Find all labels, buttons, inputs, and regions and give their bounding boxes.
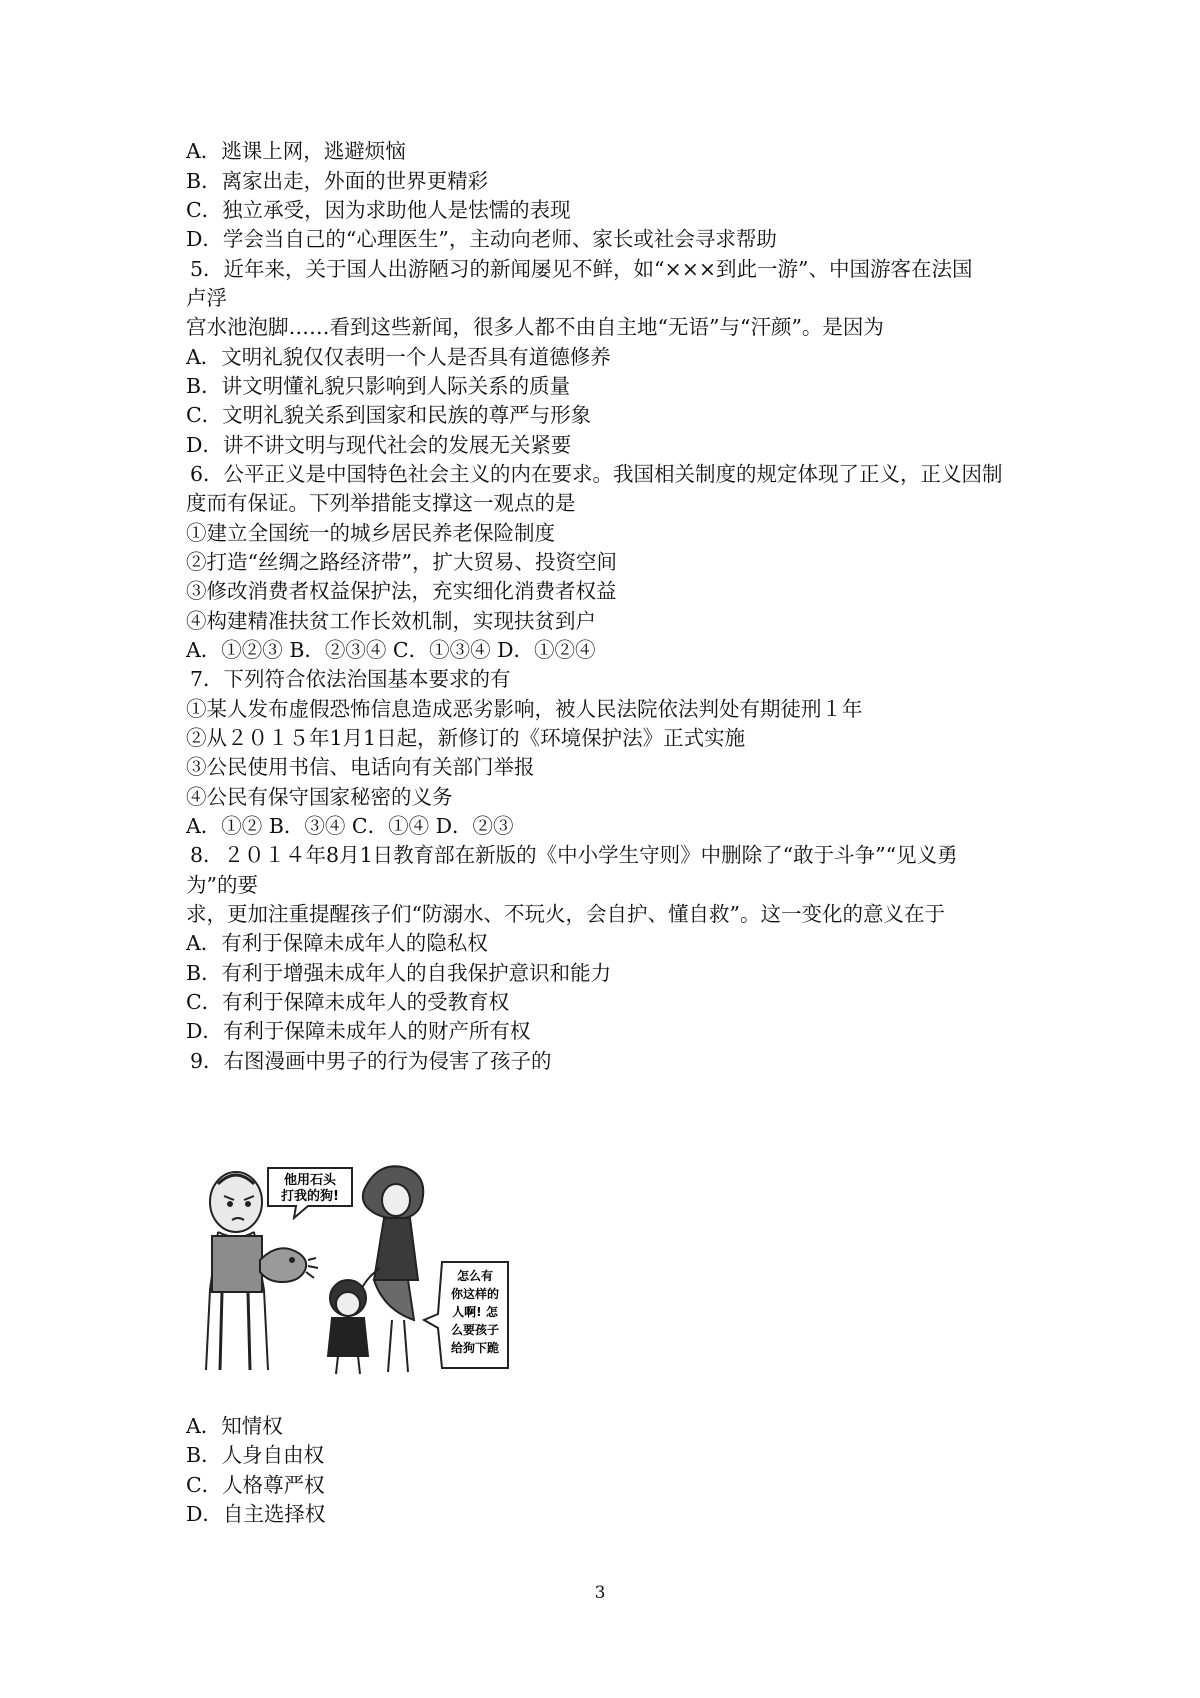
q8-option-d: D．有利于保障未成年人的财产所有权 [186, 1019, 531, 1043]
q7-item-4: ④公民有保守国家秘密的义务 [186, 785, 453, 809]
speech-bubble-right-line-2: 你这样的 [450, 1287, 500, 1301]
speech-bubble-left-line-2: 打我的狗! [281, 1189, 339, 1204]
q9-option-a: A．知情权 [186, 1414, 283, 1438]
child-figure [328, 1280, 368, 1374]
q5-stem-line-3: 宫水池泡脚……看到这些新闻，很多人都不由自主地“无语”与“汗颜”。是因为 [186, 315, 884, 339]
q6-stem-line-2: 度而有保证。下列举措能支撑这一观点的是 [186, 491, 576, 515]
q7-item-2: ②从２０１５年1月1日起，新修订的《环境保护法》正式实施 [186, 726, 746, 750]
q8-option-b: B．有利于增强未成年人的自我保护意识和能力 [186, 961, 612, 985]
q6-item-3: ③修改消费者权益保护法，充实细化消费者权益 [186, 579, 617, 603]
q7-item-3: ③公民使用书信、电话向有关部门举报 [186, 755, 535, 779]
q6-item-4: ④构建精准扶贫工作长效机制，实现扶贫到户 [186, 609, 596, 633]
q5-stem-line-2: 卢浮 [186, 286, 227, 310]
speech-bubble-left [268, 1168, 352, 1218]
q7-item-1: ①某人发布虚假恐怖信息造成恶劣影响，被人民法院依法判处有期徒刑１年 [186, 697, 863, 721]
q6-stem-line-1: 6．公平正义是中国特色社会主义的内在要求。我国相关制度的规定体现了正义，正义因制 [190, 462, 1003, 486]
q9-option-d: D．自主选择权 [186, 1502, 326, 1526]
q8-option-a: A．有利于保障未成年人的隐私权 [186, 931, 488, 955]
speech-bubble-right-line-4: 么要孩子 [450, 1323, 500, 1337]
speech-bubble-right-line-5: 给狗下跪 [450, 1341, 500, 1355]
q9-option-b: B．人身自由权 [186, 1443, 325, 1467]
q7-options: A．①② B．③④ C．①④ D．②③ [186, 814, 514, 838]
q5-stem-line-1: 5．近年来，关于国人出游陋习的新闻屡见不鲜，如“×××到此一游”、中国游客在法国 [190, 257, 973, 281]
q8-option-c: C．有利于保障未成年人的受教育权 [186, 990, 510, 1014]
q8-stem-line-3: 求，更加注重提醒孩子们“防溺水、不玩火，会自护、懂自救”。这一变化的意义在于 [186, 902, 945, 926]
speech-bubble-right-line-1: 怎么有 [456, 1269, 494, 1283]
speech-bubble-right-line-3: 人啊! 怎 [452, 1305, 498, 1319]
q6-options: A．①②③ B．②③④ C．①③④ D．①②④ [186, 638, 596, 662]
q7-stem: 7．下列符合依法治国基本要求的有 [190, 667, 511, 691]
speech-bubble-left-line-1: 他用石头 [283, 1173, 337, 1188]
q8-stem-line-1: 8．２０１４年8月1日教育部在新版的《中小学生守则》中删除了“敢于斗争”“见义勇 [190, 843, 958, 867]
man-figure [206, 1172, 268, 1370]
q9-option-c: C．人格尊严权 [186, 1473, 325, 1497]
q9-stem: 9．右图漫画中男子的行为侵害了孩子的 [190, 1049, 552, 1073]
q6-item-1: ①建立全国统一的城乡居民养老保险制度 [186, 521, 555, 545]
q4-option-c: C．独立承受，因为求助他人是怯懦的表现 [186, 198, 571, 222]
q6-item-2: ②打造“丝绸之路经济带”，扩大贸易、投资空间 [186, 550, 617, 574]
q8-stem-line-2: 为”的要 [186, 873, 258, 897]
cartoon-image [188, 1160, 510, 1378]
speech-bubble-right [424, 1262, 508, 1368]
q4-option-a: A．逃课上网，逃避烦恼 [186, 139, 406, 163]
woman-figure [360, 1166, 423, 1372]
q5-option-b: B．讲文明懂礼貌只影响到人际关系的质量 [186, 374, 571, 398]
q5-option-a: A．文明礼貌仅仅表明一个人是否具有道德修养 [186, 345, 611, 369]
q4-option-b: B．离家出走，外面的世界更精彩 [186, 169, 489, 193]
q4-option-d: D．学会当自己的“心理医生”，主动向老师、家长或社会寻求帮助 [186, 227, 777, 251]
q5-option-d: D．讲不讲文明与现代社会的发展无关紧要 [186, 433, 572, 457]
q5-option-c: C．文明礼貌关系到国家和民族的尊严与形象 [186, 403, 592, 427]
page-number: 3 [594, 1583, 606, 1603]
dog-figure [260, 1248, 318, 1282]
